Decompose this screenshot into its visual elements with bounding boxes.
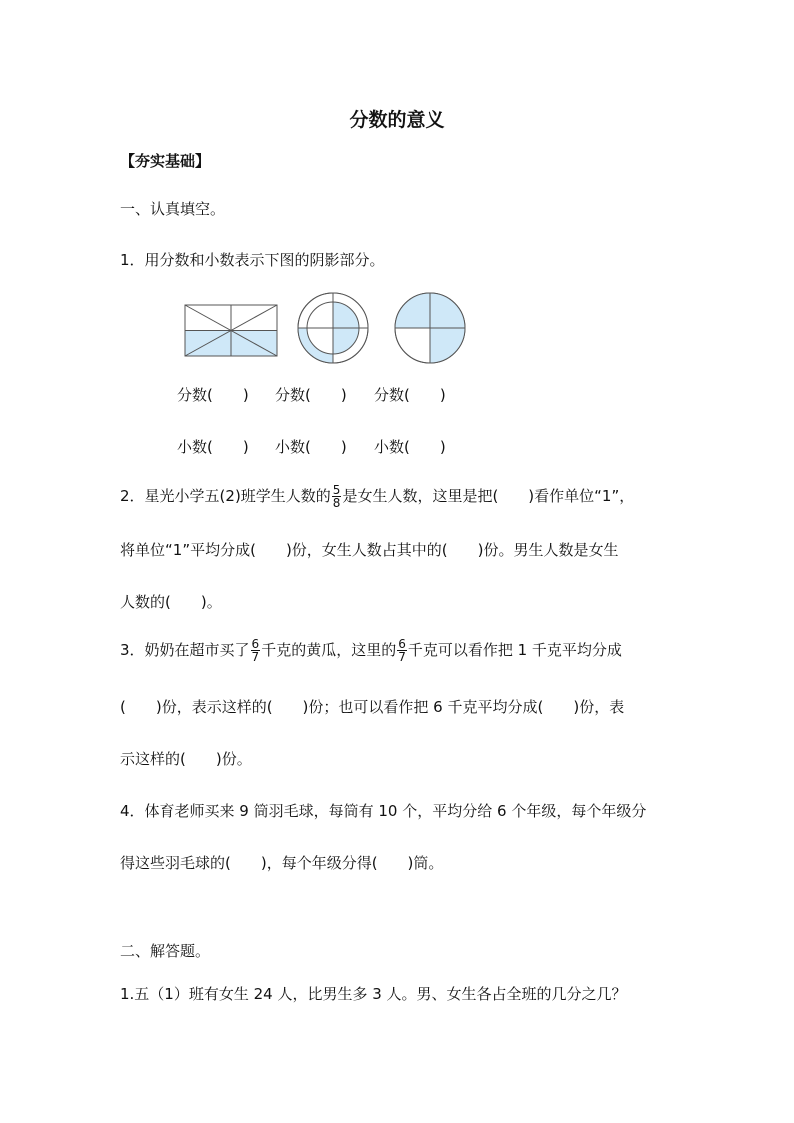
decimal-answer-2: 小数( ) xyxy=(275,438,347,456)
q3-prefix: 3．奶奶在超市买了 xyxy=(120,641,250,659)
q2-fraction xyxy=(332,484,342,509)
section-tag: 【夯实基础】 xyxy=(120,152,211,170)
fraction-answer-2: 分数( ) xyxy=(275,386,347,404)
q2-line3: 人数的( )。 xyxy=(120,593,222,611)
q3-frac2-num: 6 xyxy=(398,637,406,651)
q3-frac1-den: 7 xyxy=(251,650,260,664)
q3-middle: 千克的黄瓜，这里的 xyxy=(261,641,397,659)
q2-frac-num: 5 xyxy=(332,483,341,497)
figure-rectangle xyxy=(185,305,277,356)
fraction-answer-3: 分数( ) xyxy=(374,386,446,404)
q3-line2: ( )份，表示这样的( )份；也可以看作把 6 千克平均分成( )份，表 xyxy=(120,698,625,716)
q1-figures xyxy=(183,289,473,364)
q2-line1 xyxy=(120,484,634,509)
decimal-answer-1: 小数( ) xyxy=(177,438,249,456)
q2-line2: 将单位“1”平均分成( )份，女生人数占其中的( )份。男生人数是女生 xyxy=(120,541,619,559)
q3-fraction-2 xyxy=(397,638,407,663)
page-title: 分数的意义 xyxy=(349,109,445,131)
q2-suffix: 是女生人数，这里是把( )看作单位“1”， xyxy=(342,487,635,505)
q4-line1: 4．体育老师买来 9 筒羽毛球，每筒有 10 个，平均分给 6 个年级，每个年级分 xyxy=(120,802,647,820)
q3-frac2-den: 7 xyxy=(398,650,406,664)
figure-circle xyxy=(395,293,465,363)
part2-heading: 二、解答题。 xyxy=(120,942,211,960)
q3-line3: 示这样的( )份。 xyxy=(120,750,252,768)
fraction-answer-1: 分数( ) xyxy=(177,386,249,404)
part2-q1: 1.五（1）班有女生 24 人，比男生多 3 人。男、女生各占全班的几分之几？ xyxy=(120,985,627,1003)
part1-heading: 一、认真填空。 xyxy=(120,200,226,218)
q2-prefix: 2．星光小学五(2)班学生人数的 xyxy=(120,487,331,505)
q3-fraction-1 xyxy=(251,638,261,663)
q3-suffix: 千克可以看作把 1 千克平均分成 xyxy=(407,641,622,659)
q3-line1 xyxy=(120,638,622,663)
q3-frac1-num: 6 xyxy=(251,637,260,651)
q2-frac-den: 8 xyxy=(332,496,341,510)
q4-line2: 得这些羽毛球的( )，每个年级分得( )筒。 xyxy=(120,854,444,872)
decimal-answer-3: 小数( ) xyxy=(374,438,446,456)
q1-text: 1．用分数和小数表示下图的阴影部分。 xyxy=(120,251,385,269)
figure-ring xyxy=(298,293,368,363)
